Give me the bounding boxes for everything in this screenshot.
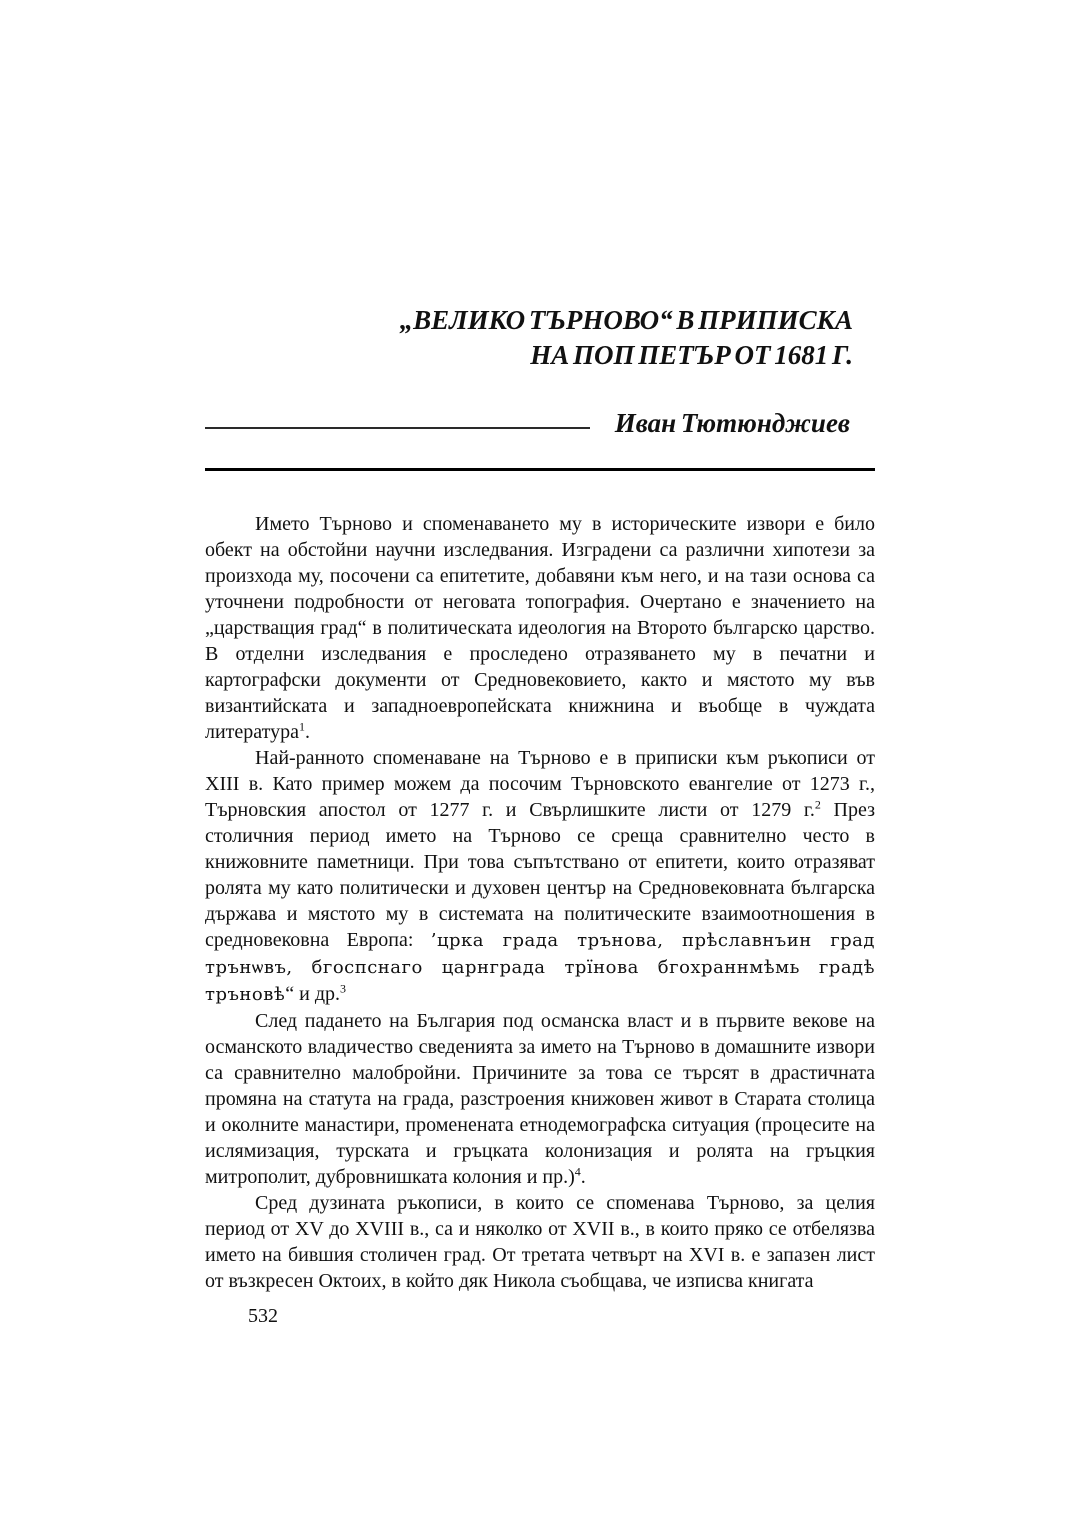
- text-run: Сред дузината ръкописи, в които се споменава Търново, за целия период от XV до XVIII в., са и няколко от XVII в., в които пряко се отбелязва името на бившия столичен град. От третата четвърт на XVI в. е запазен лист от възкресен Октоих, в който дяк Никола съобщава, че изписва книгата: [205, 1192, 875, 1292]
- text-run: През столичния период името на Търново се среща сравнително често в книжовните паметници. При това съпътствано от епитети, които отразяват ролята му като политически и духовен център на Средновековната българска държава и мястото му в системата на политическите взаимоотношения в средновековна Европа:: [205, 799, 875, 951]
- text-run: .: [580, 1166, 586, 1188]
- article-title-line-2: НА ПОП ПЕТЪР ОТ 1681 Г.: [530, 340, 853, 370]
- footnote-marker: 4: [574, 1164, 581, 1179]
- paragraph: [205, 511, 875, 745]
- article-title-line-1: „ВЕЛИКО ТЪРНОВО“ В ПРИПИСКА: [399, 305, 853, 335]
- text-run: Най-ранното споменаване на Търново е в приписки към ръкописи от XIII в. Като пример можем да посочим Търновското евангелие от 1273 г., Търновския апостол от 1277 г. и Свърлишките листи от 1279 г.: [205, 747, 875, 821]
- article-title: [205, 303, 853, 373]
- author-row: [205, 406, 850, 440]
- footnote-marker: 1: [299, 719, 306, 734]
- paragraph: [205, 745, 875, 1008]
- text-run: “ и др.: [285, 983, 341, 1005]
- page-number: 532: [248, 1305, 278, 1327]
- footnote-marker: 3: [340, 981, 347, 996]
- paragraph: [205, 1190, 875, 1294]
- body-text: [205, 511, 875, 1329]
- paragraph: [205, 1008, 875, 1190]
- text-run: .: [305, 721, 311, 743]
- text-run: След падането на България под османска власт и в първите векове на османското владичество сведенията за името на Търново в домашните извори са сравнително малобройни. Причините за това се търсят в драстичната промяна на статута на града, разстроения книжовен живот в Старата столица и околните манастири, променената етнодемографска ситуация (процесите на ислямизация, турската и гръцката колонизация и ролята на гръцкия митрополит, дубровнишката колония и пр.): [205, 1010, 875, 1188]
- author-underline-rule: [205, 427, 590, 429]
- header-divider-rule: [205, 468, 875, 471]
- text-run: Името Търново и споменаването му в историческите извори е било обект на обстойни научни изследвания. Изградени са различни хипотези за произхода му, посочени са епитетите, добавяни към него, и на тази основа са уточнени подробности от неговата топография. Очертано е значението на „царстващия град“ в политическата идеология на Второто българско царство. В отделни изследвания е проследено отразяването му в печатни и картографски документи от Средновековието, както и мястото му във византийската и западноевропейската книжнина и въобще в чуждата литература: [205, 513, 875, 743]
- footnote-marker: 2: [814, 797, 821, 812]
- author-name: Иван Тютюнджиев: [614, 408, 850, 438]
- church-slavonic-quote: ’црка града трънова, прѣславнъин град трънѡвъ, бгоспснаго царнграда трїнова бгохраннмѣмь градѣ тръновѣ: [205, 930, 876, 1005]
